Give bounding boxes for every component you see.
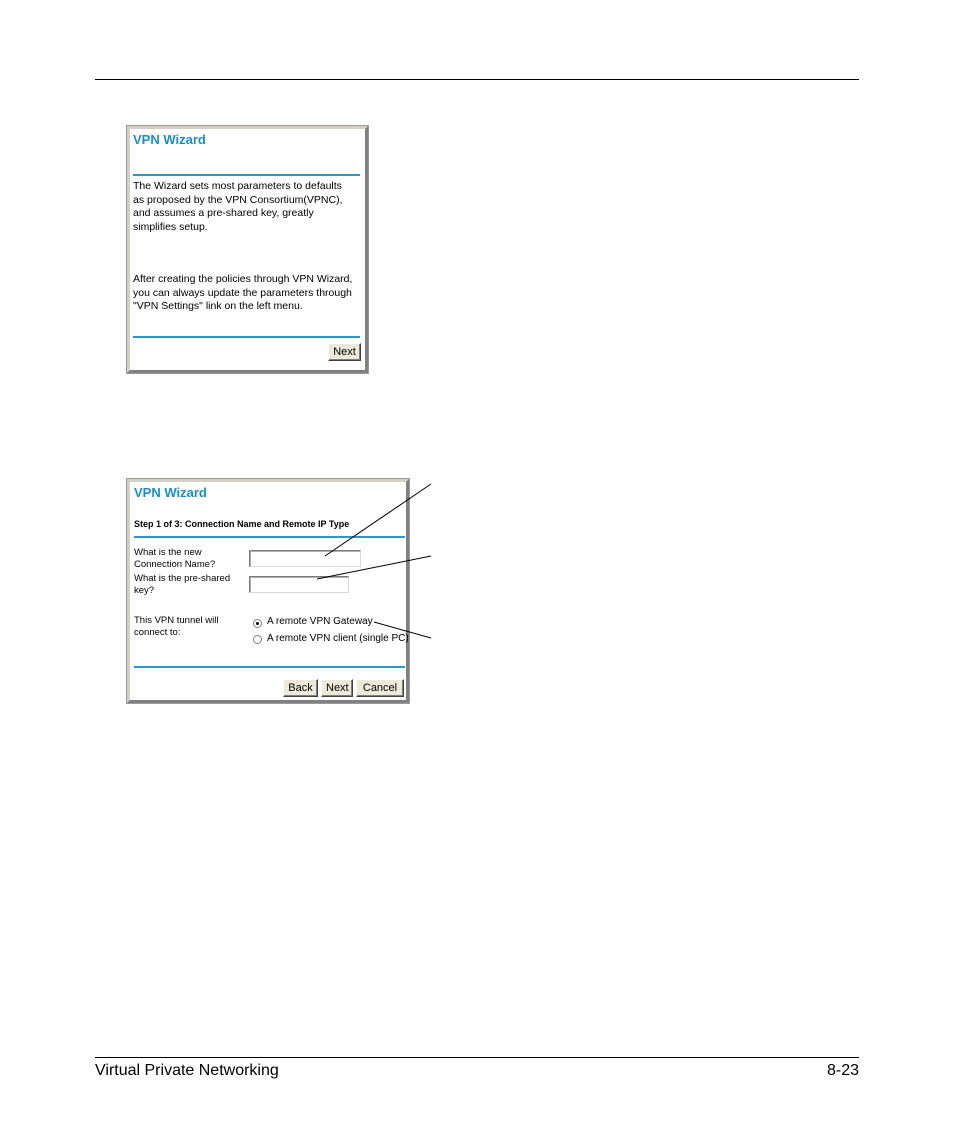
- next-button[interactable]: Next: [321, 679, 353, 697]
- footer-page-number: 8-23: [826, 1062, 859, 1079]
- panel-title: VPN Wizard: [133, 132, 206, 147]
- panel-title: VPN Wizard: [134, 485, 207, 500]
- footer-chapter-title: Virtual Private Networking: [95, 1062, 279, 1079]
- callout-line-vpn-gateway: [374, 622, 431, 638]
- preshared-key-label: What is the pre-shared key?: [134, 573, 231, 596]
- connection-name-label: What is the new Connection Name?: [134, 547, 216, 570]
- intro-paragraph: The Wizard sets most parameters to defaults as proposed by the VPN Consortium(VPNC), and assumes a pre-shared key, greatly simplifies setup.: [133, 180, 343, 233]
- callout-line-preshared-key: [317, 556, 431, 579]
- cancel-button[interactable]: Cancel: [356, 679, 404, 697]
- back-button[interactable]: Back: [283, 679, 318, 697]
- step-heading: Step 1 of 3: Connection Name and Remote IP Type: [134, 519, 350, 529]
- remote-gateway-label: A remote VPN Gateway: [267, 616, 373, 627]
- settings-paragraph: After creating the policies through VPN Wizard, you can always update the parameters through "VPN Settings" link on the left menu.: [133, 273, 353, 312]
- remote-client-label: A remote VPN client (single PC): [267, 633, 409, 644]
- next-button[interactable]: Next: [328, 343, 361, 361]
- footer-rule: [95, 1057, 859, 1058]
- tunnel-label: This VPN tunnel will connect to:: [134, 615, 219, 638]
- callout-line-connection-name: [325, 484, 431, 556]
